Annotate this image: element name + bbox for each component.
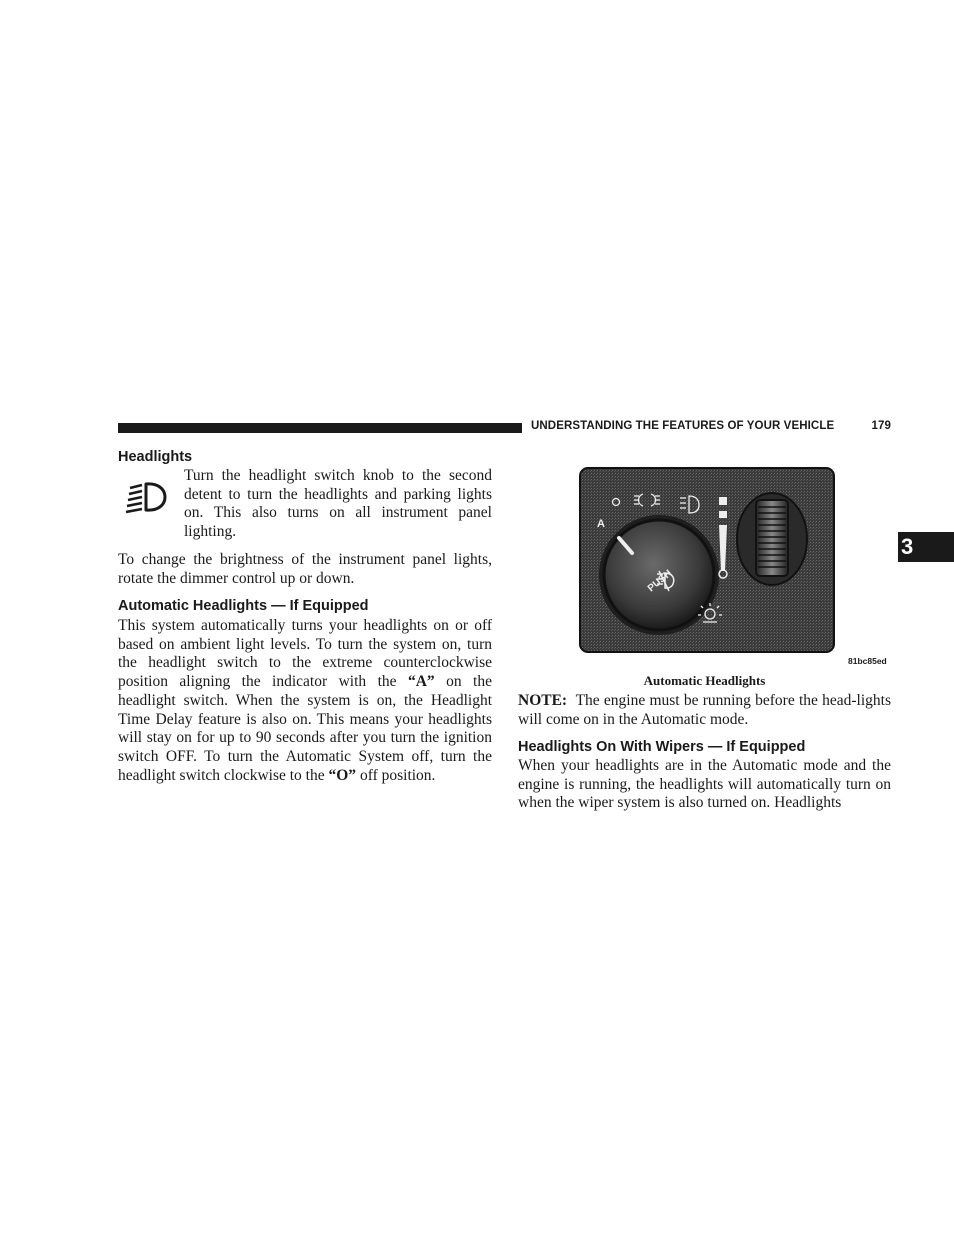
figure-caption: Automatic Headlights	[643, 673, 766, 688]
brightness-paragraph: To change the brightness of the instrument panel lights, rotate the dimmer control up or down.	[118, 551, 492, 587]
automatic-headlights-heading: Automatic Headlights — If Equipped	[118, 598, 369, 614]
header-rule	[118, 423, 522, 433]
auto-bold-a: “A”	[407, 673, 435, 691]
section-title: UNDERSTANDING THE FEATURES OF YOUR VEHICLE	[531, 420, 835, 432]
headlight-switch-figure	[579, 467, 835, 653]
running-header	[531, 420, 891, 432]
note-text: The engine must be running before the head-lights will come on in the Automatic mode.	[518, 692, 891, 728]
wipers-paragraph: When your headlights are in the Automatic mode and the engine is running, the headlights will automatically turn on when the wiper system is also turned on. Headlights	[518, 757, 891, 812]
chapter-tab: 3	[898, 532, 954, 562]
note-paragraph	[518, 692, 891, 729]
note-label: NOTE:	[518, 692, 568, 709]
figure-code: 81bc85ed	[848, 656, 887, 666]
headlight-icon	[124, 478, 170, 516]
auto-text-3: off position.	[356, 766, 436, 784]
headlights-paragraph: Turn the headlight switch knob to the second detent to turn the headlights and parking lights on. This also turns on all instrument panel lighting.	[184, 467, 492, 541]
auto-text-1: This system automatically turns your headlights on or off based on ambient light levels. To turn the system on, turn the headlight switch to the extreme counterclockwise position aligning the indicator with the	[118, 617, 492, 691]
wipers-heading: Headlights On With Wipers — If Equipped	[518, 739, 806, 755]
auto-bold-o: “O”	[328, 766, 357, 784]
page-number: 179	[871, 420, 891, 432]
headlights-heading: Headlights	[118, 449, 193, 465]
automatic-headlights-paragraph	[118, 617, 492, 785]
knob-label-a: A	[597, 518, 605, 530]
knob-push-label: PUSH	[645, 568, 675, 595]
auto-text-2: on the headlight switch. When the system is on, the Headlight Time Delay feature is also on. This means your headlights will stay on for up to 90 seconds after you turn the ignition switch OFF. To turn the Automatic System off, turn the headlight switch clockwise to the	[118, 673, 492, 784]
